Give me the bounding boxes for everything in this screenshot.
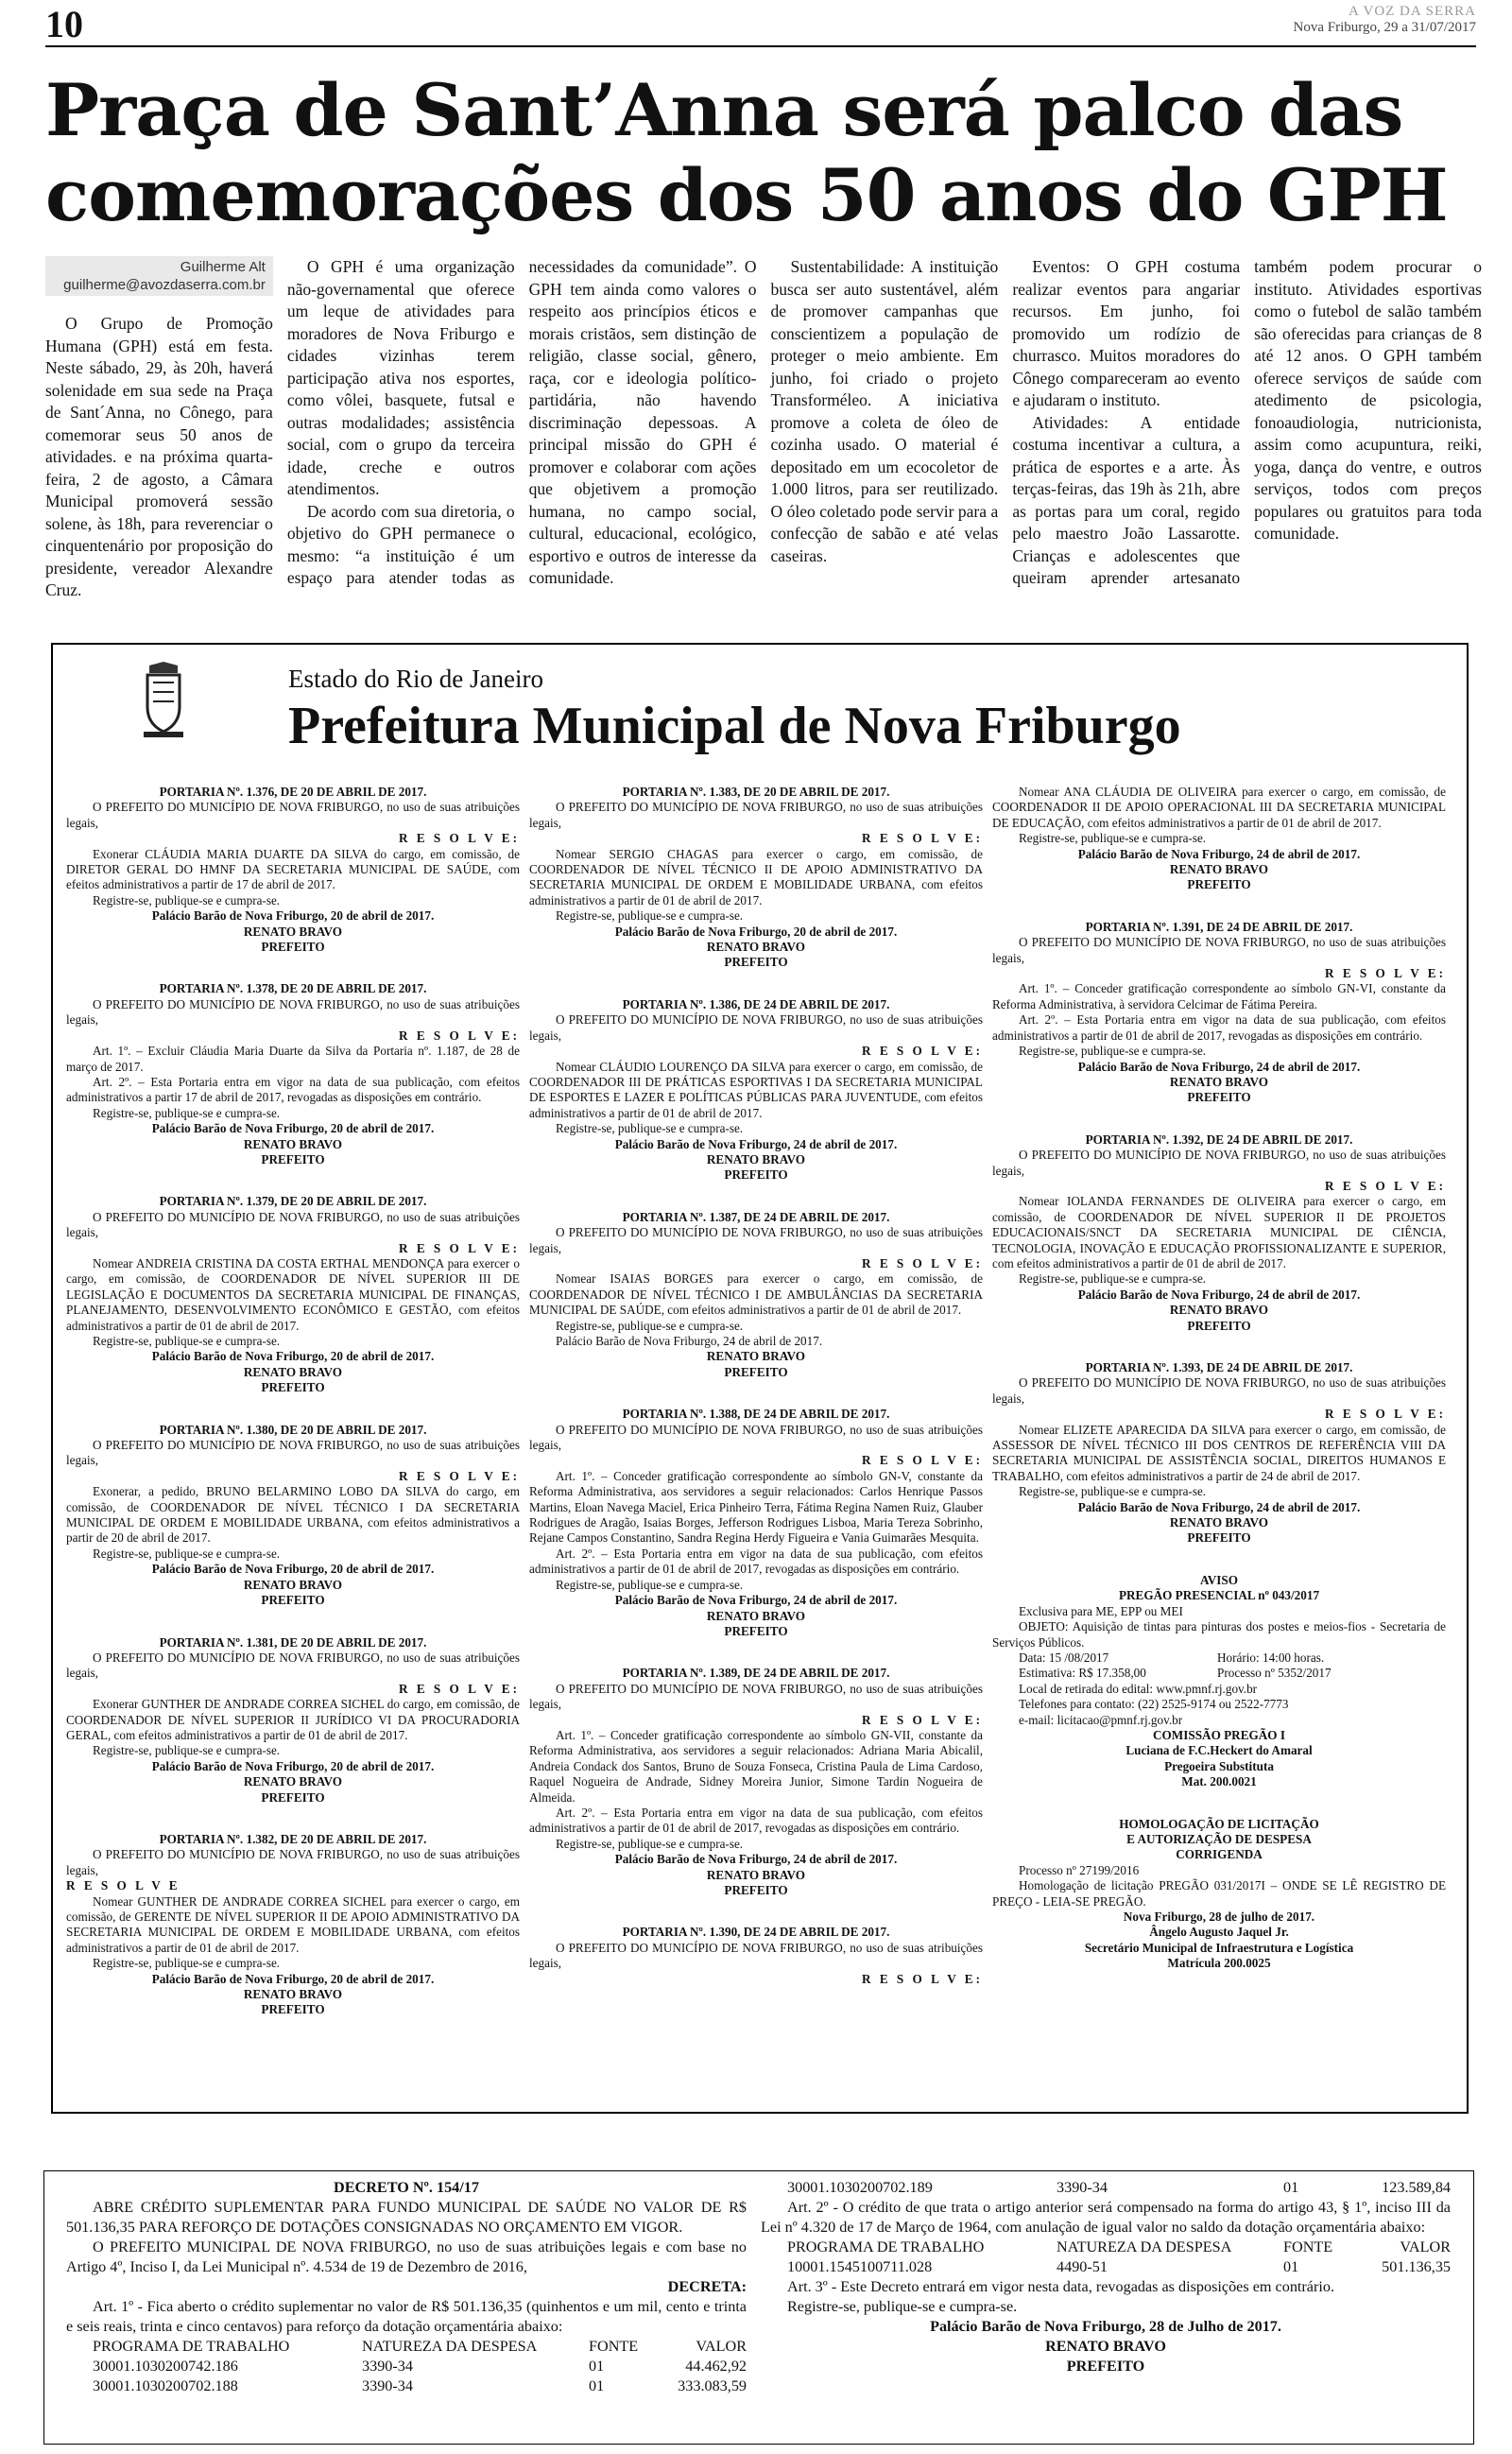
- aviso-email: e-mail: licitacao@pmnf.rj.gov.br: [1019, 1712, 1183, 1727]
- resolve-label: R E S O L V E:: [1325, 966, 1446, 981]
- decreto-left: [66, 2178, 747, 2396]
- aviso-time: Horário: 14:00 horas.: [1217, 1650, 1325, 1665]
- table-header-programa: PROGRAMA DE TRABALHO: [93, 2338, 290, 2355]
- table-header-fonte: FONTE: [1283, 2238, 1333, 2255]
- decreto-table-header: [66, 2337, 747, 2357]
- table-header-natureza: NATUREZA DA DESPESA: [362, 2338, 538, 2355]
- table-cell: 01: [1283, 2179, 1299, 2196]
- signer-name: RENATO BRAVO: [706, 1349, 806, 1364]
- aviso-signer: Luciana de F.C.Heckert do Amaral: [1125, 1743, 1313, 1758]
- homolog-signer: Ângelo Augusto Jaquel Jr.: [1149, 1925, 1289, 1940]
- signer-role: PREFEITO: [724, 1364, 788, 1379]
- portaria-preamble: O PREFEITO DO MUNICÍPIO DE NOVA FRIBURGO, no uso de suas atribuições legais,: [66, 800, 520, 830]
- portaria-preamble: O PREFEITO DO MUNICÍPIO DE NOVA FRIBURGO, no uso de suas atribuições legais,: [529, 800, 983, 830]
- portaria-body: Nomear ELIZETE APARECIDA DA SILVA para exercer o cargo, em comissão, de ASSESSOR DE NÍVEL TÉCNICO III DOS CENTROS DE REFERÊNCIA VIII DA SECRETARIA MUNICIPAL DE ASSISTÊNCIA SOCIAL, DIREITOS HUMANOS E TRABALHO, com efeitos administrativos a partir de 24 de abril de 2017.: [992, 1422, 1446, 1483]
- edition-date: Nova Friburgo, 29 a 31/07/2017: [1293, 19, 1476, 35]
- aviso-estimate: Estimativa: R$ 17.358,00: [1019, 1666, 1146, 1681]
- portaria-title: PORTARIA Nº. 1.393, DE 24 DE ABRIL DE 2017.: [1085, 1360, 1353, 1374]
- table-row: [761, 2257, 1451, 2277]
- portaria-place-date: Palácio Barão de Nova Friburgo, 24 de abril de 2017.: [614, 1136, 898, 1151]
- decreto-closing: Registre-se, publique-se e cumpra-se.: [787, 2298, 1018, 2315]
- signer-role: PREFEITO: [261, 2002, 325, 2017]
- decreto-title: DECRETO Nº. 154/17: [334, 2179, 479, 2196]
- signer-name: RENATO BRAVO: [706, 1151, 806, 1167]
- portaria-preamble: O PREFEITO DO MUNICÍPIO DE NOVA FRIBURGO, no uso de suas atribuições legais,: [66, 1438, 520, 1468]
- homolog-title-2: E AUTORIZAÇÃO DE DESPESA: [1126, 1831, 1312, 1846]
- article-columns: [45, 256, 1482, 606]
- homolog-body: Homologação de licitação PREGÃO 031/2017I – ONDE SE LÊ REGISTRO DE PREÇO - LEIA-SE PREGÃO.: [992, 1878, 1446, 1909]
- portaria-article: Art. 2º. – Esta Portaria entra em vigor na data de sua publicação, com efeitos administrativos a partir de 01 de abril de 2017, revogadas as disposições em contrário.: [529, 1546, 983, 1577]
- aviso-estimate-row: [992, 1666, 1446, 1681]
- portaria-preamble: O PREFEITO DO MUNICÍPIO DE NOVA FRIBURGO, no uso de suas atribuições legais,: [529, 1422, 983, 1453]
- portaria-place-date: Palácio Barão de Nova Friburgo, 24 de abril de 2017.: [556, 1334, 823, 1348]
- portaria-preamble: O PREFEITO DO MUNICÍPIO DE NOVA FRIBURGO, no uso de suas atribuições legais,: [529, 1225, 983, 1255]
- aviso-line: Exclusiva para ME, EPP ou MEI: [1019, 1603, 1183, 1618]
- signer-role: PREFEITO: [1187, 1090, 1251, 1105]
- portaria-title: PORTARIA Nº. 1.382, DE 20 DE ABRIL DE 2017.: [159, 1831, 427, 1846]
- table-row: [66, 2357, 747, 2376]
- decreto-art1: Art. 1º - Fica aberto o crédito suplementar no valor de R$ 501.136,35 (quinhentos e um mil, cento e trinta e seis reais, trinta e cinco centavos) para reforço da dotação orçamentária abaixo:: [66, 2298, 747, 2335]
- portaria-preamble: O PREFEITO DO MUNICÍPIO DE NOVA FRIBURGO, no uso de suas atribuições legais,: [66, 1650, 520, 1681]
- portaria-place-date: Palácio Barão de Nova Friburgo, 24 de abril de 2017.: [614, 1852, 898, 1867]
- portaria-article: Art. 2º. – Esta Portaria entra em vigor na data de sua publicação, com efeitos administrativos a partir de 01 de abril de 2017, revogadas as disposições em contrário.: [992, 1012, 1446, 1043]
- portaria-closing: Registre-se, publique-se e cumpra-se.: [556, 1836, 744, 1851]
- publication-name: A VOZ DA SERRA: [1349, 4, 1476, 19]
- resolve-label: R E S O L V E:: [862, 1044, 983, 1059]
- portaria-closing: Registre-se, publique-se e cumpra-se.: [1019, 1484, 1207, 1499]
- signer-role: PREFEITO: [261, 1151, 325, 1167]
- portaria-closing: Registre-se, publique-se e cumpra-se.: [93, 1334, 281, 1348]
- portaria-closing: Registre-se, publique-se e cumpra-se.: [556, 1121, 744, 1136]
- portaria-closing: Registre-se, publique-se e cumpra-se.: [556, 908, 744, 924]
- portaria-body: Nomear IOLANDA FERNANDES DE OLIVEIRA para exercer o cargo, em comissão, de COORDENADOR DE NÍVEL SUPERIOR II DE PROJETOS EDUCACIONAIS/SNCT DA SECRETARIA MUNICIPAL DE CIÊNCIA, TECNOLOGIA, INOVAÇÃO E EDUCAÇÃO PROFISSIONALIZANTE E SUPERIOR, com efeitos administrativos a partir de 01 de abril de 2017.: [992, 1194, 1446, 1270]
- article-paragraph: Sustentabilidade: A instituição busca ser auto sustentável, além de promover campanhas que conscientizem a população de proteger o meio ambiente. Em junho, foi criado o projeto Transforméleo. A iniciativa promove a coleta de óleo de cozinha usado. O material é depositado em um ecocoletor de 1.000 litros, para ser reutilizado. O óleo coletado pode servir para a confecção de sabão e até velas caseiras.: [770, 257, 999, 565]
- portaria-place-date: Palácio Barão de Nova Friburgo, 24 de abril de 2017.: [1077, 1287, 1361, 1302]
- portaria-title: PORTARIA Nº. 1.392, DE 24 DE ABRIL DE 2017.: [1085, 1132, 1353, 1147]
- resolve-label: R E S O L V E:: [399, 1028, 520, 1043]
- portaria-title: PORTARIA Nº. 1.383, DE 20 DE ABRIL DE 2017.: [622, 785, 890, 799]
- portaria-article: Art. 2º. – Esta Portaria entra em vigor na data de sua publicação, com efeitos administrativos a partir 17 de abril de 2017, revogadas as disposições em contrário.: [66, 1074, 520, 1105]
- signer-role: PREFEITO: [1187, 1318, 1251, 1333]
- signer-name: RENATO BRAVO: [243, 1577, 343, 1592]
- portaria-title: PORTARIA Nº. 1.387, DE 24 DE ABRIL DE 2017.: [622, 1209, 890, 1224]
- portaria-body: Exonerar CLÁUDIA MARIA DUARTE DA SILVA do cargo, em comissão, de DIRETOR GERAL DO HMNF DA SECRETARIA MUNICIPAL DE SAÚDE, com efeitos administrativos a partir de 17 de abril de 2017.: [66, 846, 520, 892]
- portaria-place-date: Palácio Barão de Nova Friburgo, 24 de abril de 2017.: [1077, 1059, 1361, 1074]
- signer-name: RENATO BRAVO: [1169, 1515, 1269, 1530]
- portaria-title: PORTARIA Nº. 1.386, DE 24 DE ABRIL DE 2017.: [622, 996, 890, 1011]
- aviso-local: Local de retirada do edital: www.pmnf.rj.gov.br: [1019, 1681, 1258, 1696]
- portaria-body: Nomear CLÁUDIO LOURENÇO DA SILVA para exercer o cargo, em comissão, de COORDENADOR III DE PRÁTICAS ESPORTIVAS I DA SECRETARIA MUNICIPAL DE ESPORTES E LAZER E POLÍTICAS PÚBLICAS PARA JUVENTUDE, com efeitos administrativos a partir de 01 de abril de 2017.: [529, 1059, 983, 1120]
- decreto-art3: Art. 3º - Este Decreto entrará em vigor nesta data, revogadas as disposições em contrário.: [787, 2278, 1335, 2295]
- article-paragraph: Eventos: O GPH costuma realizar eventos para angariar recursos. Em junho, foi promovido um rodízio de churrasco. Muitos moradores do Cônego compareceram ao evento e ajudaram o instituto.: [1012, 257, 1241, 409]
- table-row: [66, 2376, 747, 2396]
- portaria-place-date: Palácio Barão de Nova Friburgo, 20 de abril de 2017.: [151, 1121, 435, 1136]
- table-cell: 01: [589, 2358, 605, 2375]
- signer-role: PREFEITO: [724, 1167, 788, 1183]
- aviso-subtitle: PREGÃO PRESENCIAL nº 043/2017: [1118, 1588, 1320, 1603]
- portaria-title: PORTARIA Nº. 1.390, DE 24 DE ABRIL DE 2017.: [622, 1925, 890, 1940]
- table-header-programa: PROGRAMA DE TRABALHO: [787, 2238, 985, 2255]
- signer-role: PREFEITO: [724, 955, 788, 970]
- byline-box: [45, 256, 273, 296]
- portaria-preamble: O PREFEITO DO MUNICÍPIO DE NOVA FRIBURGO, no uso de suas atribuições legais,: [529, 1012, 983, 1043]
- portaria-title: PORTARIA Nº. 1.378, DE 20 DE ABRIL DE 2017.: [159, 981, 427, 996]
- decreto-table2-header: [761, 2238, 1451, 2257]
- header-rule: [45, 45, 1476, 47]
- portaria-body: Nomear GUNTHER DE ANDRADE CORREA SICHEL para exercer o cargo, em comissão, de GERENTE DE NÍVEL SUPERIOR II DE APOIO ADMINISTRATIVO DA SECRETARIA MUNICIPAL DE ORDEM E MOBILIDADE URBANA, com efeitos administrativos a partir de 01 de abril de 2017.: [66, 1893, 520, 1955]
- resolve-label: R E S O L V E:: [399, 1240, 520, 1255]
- portaria-place-date: Palácio Barão de Nova Friburgo, 20 de abril de 2017.: [151, 908, 435, 924]
- signer-name: RENATO BRAVO: [1045, 2338, 1166, 2355]
- table-cell: 10001.1545100711.028: [787, 2258, 933, 2275]
- headline-line-1: Praça de Sant’Anna será palco das: [45, 68, 1403, 152]
- portarias-col-3: [992, 785, 1446, 1972]
- resolve-label: R E S O L V E:: [862, 1255, 983, 1270]
- decreto-right: [761, 2178, 1451, 2376]
- portaria-title: PORTARIA Nº. 1.381, DE 20 DE ABRIL DE 2017.: [159, 1634, 427, 1650]
- aviso-process: Processo nº 5352/2017: [1217, 1666, 1332, 1681]
- state-name: Estado do Rio de Janeiro: [288, 665, 543, 693]
- portarias-col-2: [529, 785, 983, 1987]
- portaria-title: PORTARIA Nº. 1.376, DE 20 DE ABRIL DE 2017.: [159, 785, 427, 799]
- coat-of-arms-icon: [142, 662, 185, 739]
- signer-name: RENATO BRAVO: [243, 1364, 343, 1379]
- portaria-body: Nomear SERGIO CHAGAS para exercer o cargo, em comissão, de COORDENADOR DE NÍVEL TÉCNICO II DE APOIO ADMINISTRATIVO DA SECRETARIA MUNICIPAL DE ORDEM E MOBILIDADE URBANA, com efeitos administrativos a partir de 01 de abril de 2017.: [529, 846, 983, 907]
- article-paragraph: De acordo com sua diretoria, o objetivo do GPH permanece o mesmo: “a instituição é um espaço para atender todas as necessidades da comunidade”. O GPH tem ainda como valores o respeito aos princípios éticos e morais cristãos, sem distinção de religião, classe social, gênero, raça, cor e ideologia político-partidária, não havendo discriminação depessoas. A principal missão do GPH é promover e colaborar com ações que objetivem a promoção humana, no campo social, cultural, educacional, ecológico, esportivo e outros de interesse da comunidade.: [286, 257, 757, 587]
- portaria-closing: Registre-se, publique-se e cumpra-se.: [1019, 1271, 1207, 1287]
- table-cell: 30001.1030200702.188: [93, 2377, 238, 2394]
- decreto-ementa: ABRE CRÉDITO SUPLEMENTAR PARA FUNDO MUNICIPAL DE SAÚDE NO VALOR DE R$ 501.136,35 PARA REFORÇO DE DOTAÇÕES CONSIGNADAS NO ORÇAMENTO EM VIGOR.: [66, 2199, 747, 2236]
- table-cell: 501.136,35: [1382, 2258, 1451, 2275]
- signer-name: RENATO BRAVO: [1169, 1074, 1269, 1089]
- portaria-body: Nomear ISAIAS BORGES para exercer o cargo, em comissão, de COORDENADOR DE NÍVEL TÉCNICO I DE AMBULÂNCIAS DA SECRETARIA MUNICIPAL DE SAÚDE, com efeitos administrativos a partir de 01 de abril de 2017.: [529, 1271, 983, 1318]
- portaria-closing: Registre-se, publique-se e cumpra-se.: [93, 1105, 281, 1120]
- portaria-article: Art. 1º. – Conceder gratificação correspondente ao símbolo GN-VII, constante da Reforma Administrativa, aos servidores a seguir relacionados: Adriana Maria Abicalil, Andreia Condack dos Santos, Bruno de Souza Fonseca, Cristina Paula de Lima Cardoso, Raquel Nogueira de Andrade, Sidney Moreira Junior, Simone Tardin Nogueira de Almeida.: [529, 1727, 983, 1805]
- portaria-preamble: O PREFEITO DO MUNICÍPIO DE NOVA FRIBURGO, no uso de suas atribuições legais,: [66, 1847, 520, 1877]
- table-header-valor: VALOR: [696, 2338, 747, 2355]
- portaria-title: PORTARIA Nº. 1.391, DE 24 DE ABRIL DE 2017.: [1085, 919, 1353, 934]
- signer-role: PREFEITO: [1187, 1530, 1251, 1546]
- masthead: [1294, 4, 1476, 35]
- portaria-preamble: O PREFEITO DO MUNICÍPIO DE NOVA FRIBURGO, no uso de suas atribuições legais,: [529, 1681, 983, 1712]
- author-name: Guilherme Alt: [180, 259, 266, 275]
- table-row: [761, 2178, 1451, 2198]
- table-cell: 4490-51: [1057, 2258, 1108, 2275]
- portaria-place-date: Palácio Barão de Nova Friburgo, 20 de abril de 2017.: [151, 1349, 435, 1364]
- portaria-title: PORTARIA Nº. 1.389, DE 24 DE ABRIL DE 2017.: [622, 1666, 890, 1681]
- aviso-date: Data: 15 /08/2017: [1019, 1650, 1109, 1665]
- signer-role: PREFEITO: [261, 1593, 325, 1608]
- signer-role: PREFEITO: [261, 940, 325, 955]
- article-paragraph: O Grupo de Promoção Humana (GPH) está em festa. Neste sábado, 29, às 20h, haverá solenidade em sua sede na Praça de Sant´Anna, no Cônego, para comemorar seus 50 anos de atividades. e na próxima quarta-feira, 2 de agosto, a Câmara Municipal promoverá sessão solene, às 18h, para reverenciar o cinquentenário por proposição do presidente, vereador Alexandre Cruz.: [45, 314, 273, 599]
- signer-role: PREFEITO: [724, 1883, 788, 1897]
- resolve-label: R E S O L V E: [66, 1878, 180, 1893]
- portaria-closing: Registre-se, publique-se e cumpra-se.: [93, 892, 281, 907]
- aviso-date-row: [992, 1650, 1446, 1666]
- portaria-article: Art. 1º. – Conceder gratificação correspondente ao símbolo GN-VI, constante da Reforma Administrativa, à servidora Celcimar de Fátima Pereira.: [992, 981, 1446, 1011]
- table-cell: 3390-34: [1057, 2179, 1108, 2196]
- portaria-preamble: O PREFEITO DO MUNICÍPIO DE NOVA FRIBURGO, no uso de suas atribuições legais,: [992, 935, 1446, 965]
- portaria-article: Art. 2º. – Esta Portaria entra em vigor na data de sua publicação, com efeitos administrativos a partir de 01 de abril de 2017, revogadas as disposições em contrário.: [529, 1805, 983, 1836]
- page-number: 10: [45, 3, 83, 45]
- portaria-closing: Registre-se, publique-se e cumpra-se.: [1019, 1044, 1207, 1059]
- signer-role: PREFEITO: [261, 1380, 325, 1395]
- portaria-article: Art. 1º. – Conceder gratificação correspondente ao símbolo GN-V, constante da Reforma Administrativa, aos servidores a seguir relacionados: Carlos Henrique Passos Martins, Eloan Navega Maciel, Erica Pinheiro Terra, Fátima Regina Namen Ruiz, Glauber Rodrigues de Aragão, Isaias Borges, Jefferson Rodrigues Lisboa, Maria Tereza Sobrinho, Rejane Campos Constantino, Sandra Regina Herdy Figueira e Vania Guimarães Mesquita.: [529, 1468, 983, 1546]
- portaria-title: PORTARIA Nº. 1.388, DE 24 DE ABRIL DE 2017.: [622, 1407, 890, 1422]
- table-cell: 30001.1030200742.186: [93, 2358, 238, 2375]
- portaria-article: Art. 1º. – Excluir Cláudia Maria Duarte da Silva da Portaria nº. 1.187, de 28 de março de 2017.: [66, 1044, 520, 1074]
- resolve-label: R E S O L V E:: [399, 1468, 520, 1483]
- homolog-signer-mat: Matrícula 200.0025: [1167, 1956, 1271, 1971]
- resolve-label: R E S O L V E:: [862, 1712, 983, 1727]
- signer-name: RENATO BRAVO: [243, 1987, 343, 2002]
- signer-role: PREFEITO: [724, 1623, 788, 1638]
- portaria-closing: Registre-se, publique-se e cumpra-se.: [556, 1577, 744, 1592]
- table-cell: 01: [1283, 2258, 1299, 2275]
- aviso-title: AVISO: [1199, 1572, 1239, 1587]
- portaria-place-date: Palácio Barão de Nova Friburgo, 20 de abril de 2017.: [151, 1971, 435, 1986]
- resolve-label: R E S O L V E:: [399, 831, 520, 846]
- signer-name: RENATO BRAVO: [706, 1867, 806, 1882]
- table-header-fonte: FONTE: [589, 2338, 639, 2355]
- resolve-label: R E S O L V E:: [399, 1681, 520, 1696]
- portaria-place-date: Palácio Barão de Nova Friburgo, 20 de abril de 2017.: [151, 1758, 435, 1773]
- portaria-closing: Registre-se, publique-se e cumpra-se.: [93, 1743, 281, 1758]
- headline-line-2: comemorações dos 50 anos do GPH: [45, 153, 1448, 237]
- portaria-body: Nomear ANA CLÁUDIA DE OLIVEIRA para exercer o cargo, em comissão, de COORDENADOR II DE APOIO OPERACIONAL III DA SECRETARIA MUNICIPAL DE EDUCAÇÃO, com efeitos administrativos a partir de 01 de abril de 2017.: [992, 785, 1446, 830]
- aviso-phone: Telefones para contato: (22) 2525-9174 ou 2522-7773: [1019, 1697, 1289, 1712]
- portaria-place-date: Palácio Barão de Nova Friburgo, 24 de abril de 2017.: [1077, 846, 1361, 861]
- portaria-closing: Registre-se, publique-se e cumpra-se.: [93, 1546, 281, 1561]
- decreto-decreta: DECRETA:: [667, 2278, 747, 2295]
- portaria-title: PORTARIA Nº. 1.380, DE 20 DE ABRIL DE 2017.: [159, 1422, 427, 1437]
- portaria-preamble: O PREFEITO DO MUNICÍPIO DE NOVA FRIBURGO, no uso de suas atribuições legais,: [66, 996, 520, 1028]
- portaria-preamble: O PREFEITO DO MUNICÍPIO DE NOVA FRIBURGO, no uso de suas atribuições legais,: [992, 1148, 1446, 1178]
- table-header-natureza: NATUREZA DA DESPESA: [1057, 2238, 1232, 2255]
- resolve-label: R E S O L V E:: [862, 1971, 983, 1986]
- author-email: guilherme@avozdaserra.com.br: [63, 277, 266, 293]
- aviso-object: OBJETO: Aquisição de tintas para pinturas dos postes e meios-fios - Secretaria de Serviços Públicos.: [992, 1619, 1446, 1650]
- article-paragraph: O GPH é uma organização não-governamental que oferece um leque de atividades para moradores de Nova Friburgo e cidades vizinhas terem participação ativa nos esportes, como vôlei, basquete, futsal e outras modalidades; assistência social, com o grupo da terceira idade, creche e outros atendimentos.: [286, 257, 515, 498]
- table-cell: 01: [589, 2377, 605, 2394]
- table-cell: 30001.1030200702.189: [787, 2179, 933, 2196]
- portaria-place-date: Palácio Barão de Nova Friburgo, 24 de abril de 2017.: [614, 1593, 898, 1608]
- portaria-place-date: Palácio Barão de Nova Friburgo, 20 de abril de 2017.: [151, 1562, 435, 1577]
- homolog-signer-role: Secretário Municipal de Infraestrutura e Logística: [1084, 1940, 1354, 1955]
- homolog-date: Nova Friburgo, 28 de julho de 2017.: [1123, 1910, 1315, 1924]
- signer-name: RENATO BRAVO: [243, 1136, 343, 1151]
- resolve-label: R E S O L V E:: [862, 1453, 983, 1468]
- table-cell: 123.589,84: [1382, 2179, 1451, 2196]
- resolve-label: R E S O L V E:: [862, 831, 983, 846]
- resolve-label: R E S O L V E:: [1325, 1407, 1446, 1422]
- portaria-closing: Registre-se, publique-se e cumpra-se.: [556, 1318, 744, 1333]
- aviso-signer-role: Pregoeira Substituta: [1164, 1758, 1274, 1773]
- portaria-preamble: O PREFEITO DO MUNICÍPIO DE NOVA FRIBURGO, no uso de suas atribuições legais,: [992, 1375, 1446, 1406]
- signer-name: RENATO BRAVO: [706, 1608, 806, 1623]
- decreto-art2: Art. 2º - O crédito de que trata o artigo anterior será compensado na forma do artigo 43, § 1º, inciso III da Lei nº 4.320 de 17 de Março de 1964, com anulação de igual valor no saldo da dotação orçamentária abaixo:: [761, 2199, 1451, 2236]
- signer-role: PREFEITO: [261, 1789, 325, 1805]
- table-cell: 44.462,92: [685, 2358, 747, 2375]
- prefeitura-title: Prefeitura Municipal de Nova Friburgo: [288, 697, 1181, 755]
- portarias-col-1: [66, 785, 520, 2018]
- table-cell: 333.083,59: [678, 2377, 747, 2394]
- article-paragraph: Atividades: A entidade costuma incentivar a cultura, a prática de esportes e a arte. Às terças-feiras, das 19h às 21h, abre as portas para um coral, regido pelo maestro João Lassarotte. Crianças e adolescentes que queiram aprender artesanato também podem procurar o instituto. Atividades esportivas como o futebol de salão também são oferecidas para crianças de 8 até 12 anos. O GPH também oferece serviços de saúde com atedimento de psicologia, fonoaudiologia, nutricionista, assim como acupuntura, reiki, yoga, dança do ventre, e outros serviços, todos com preços populares ou gratuitos para toda comunidade.: [1012, 257, 1482, 587]
- portaria-body: Nomear ANDREIA CRISTINA DA COSTA ERTHAL MENDONÇA para exercer o cargo, em comissão, de COORDENADOR DE NÍVEL SUPERIOR III DE LEGISLAÇÃO E DOCUMENTOS DA SECRETARIA MUNICIPAL DE FINANÇAS, PLANEJAMENTO, DESENVOLVIMENTO ECONÔMICO E GESTÃO, com efeitos administrativos a partir de 01 de abril de 2017.: [66, 1255, 520, 1333]
- homolog-title: HOMOLOGAÇÃO DE LICITAÇÃO: [1119, 1816, 1319, 1831]
- signer-name: RENATO BRAVO: [1169, 1303, 1269, 1318]
- portaria-body: Exonerar GUNTHER DE ANDRADE CORREA SICHEL do cargo, em comissão, de COORDENADOR DE NÍVEL SUPERIOR II JURÍDICO VI DA PROCURADORIA GERAL, com efeitos administrativos a partir de 01 de abril de 2017.: [66, 1697, 520, 1742]
- signer-name: RENATO BRAVO: [706, 940, 806, 955]
- portaria-body: Exonerar, a pedido, BRUNO BELARMINO LOBO DA SILVA do cargo, em comissão, de COORDENADOR DE NÍVEL TÉCNICO I DA SECRETARIA MUNICIPAL DE ORDEM E MOBILIDADE URBANA, com efeitos administrativos a partir de 20 de abril de 2017.: [66, 1484, 520, 1546]
- portaria-closing: Registre-se, publique-se e cumpra-se.: [93, 1956, 281, 1971]
- decreto-preamble: O PREFEITO MUNICIPAL DE NOVA FRIBURGO, no uso de suas atribuições legais e com base no Artigo 4º, Inciso I, da Lei Municipal nº. 4.534 de 19 de Dezembro de 2016,: [66, 2238, 747, 2275]
- portaria-preamble: O PREFEITO DO MUNICÍPIO DE NOVA FRIBURGO, no uso de suas atribuições legais,: [529, 1940, 983, 1971]
- homolog-title-3: CORRIGENDA: [1176, 1847, 1263, 1862]
- signer-role: PREFEITO: [1066, 2358, 1145, 2375]
- aviso-commission: COMISSÃO PREGÃO I: [1153, 1727, 1285, 1742]
- decreto-place-date: Palácio Barão de Nova Friburgo, 28 de Julho de 2017.: [930, 2318, 1281, 2335]
- portaria-preamble: O PREFEITO DO MUNICÍPIO DE NOVA FRIBURGO, no uso de suas atribuições legais,: [66, 1209, 520, 1240]
- table-cell: 3390-34: [362, 2377, 413, 2394]
- table-cell: 3390-34: [362, 2358, 413, 2375]
- signer-role: PREFEITO: [1187, 877, 1251, 892]
- portaria-closing: Registre-se, publique-se e cumpra-se.: [1019, 831, 1207, 846]
- article-headline: [45, 68, 1482, 238]
- portaria-title: PORTARIA Nº. 1.379, DE 20 DE ABRIL DE 2017.: [159, 1194, 427, 1209]
- signer-name: RENATO BRAVO: [243, 924, 343, 939]
- resolve-label: R E S O L V E:: [1325, 1178, 1446, 1193]
- homolog-process: Processo nº 27199/2016: [1019, 1862, 1140, 1877]
- portaria-place-date: Palácio Barão de Nova Friburgo, 24 de abril de 2017.: [1077, 1499, 1361, 1514]
- table-header-valor: VALOR: [1400, 2238, 1451, 2255]
- signer-name: RENATO BRAVO: [1169, 862, 1269, 877]
- signer-name: RENATO BRAVO: [243, 1774, 343, 1789]
- aviso-signer-mat: Mat. 200.0021: [1181, 1774, 1257, 1789]
- portaria-place-date: Palácio Barão de Nova Friburgo, 20 de abril de 2017.: [614, 924, 898, 939]
